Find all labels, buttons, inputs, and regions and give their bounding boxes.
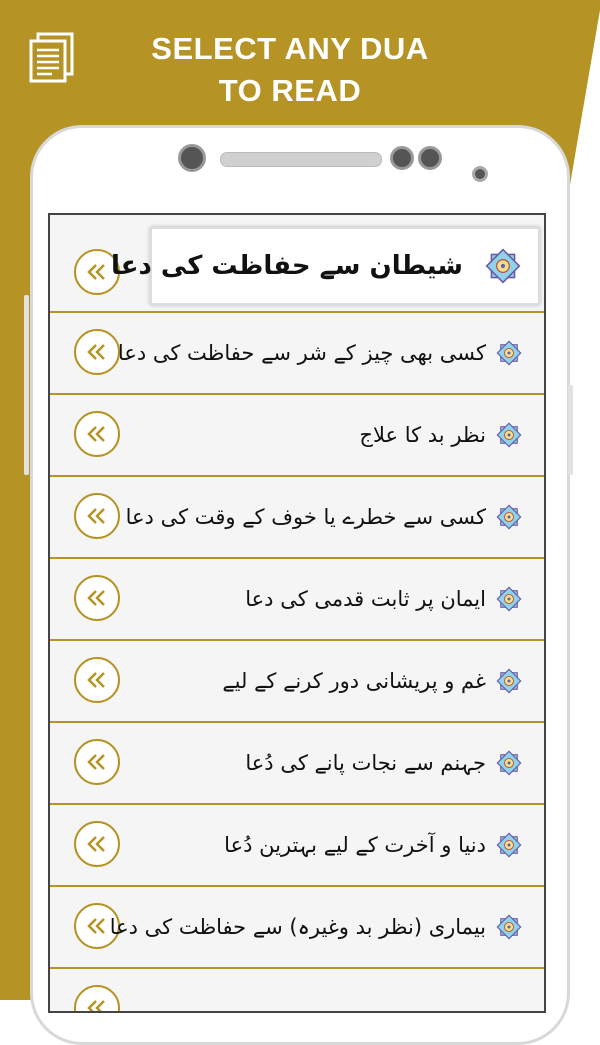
dua-list-screen[interactable] xyxy=(48,213,546,1013)
list-item[interactable] xyxy=(50,215,544,313)
headline-line1: SELECT ANY DUA xyxy=(151,31,429,66)
sensor-3 xyxy=(472,166,488,182)
list-item[interactable] xyxy=(50,559,544,641)
open-dua-button[interactable] xyxy=(74,575,120,621)
double-chevron-left-icon xyxy=(85,916,109,936)
open-dua-button[interactable] xyxy=(74,657,120,703)
islamic-star-ornament-icon xyxy=(494,502,524,532)
front-camera xyxy=(178,144,206,172)
headline xyxy=(130,28,450,112)
dua-label: بیماری (نظر بد وغیرہ) سے حفاظت کی دعا xyxy=(109,915,486,939)
open-dua-button[interactable] xyxy=(74,821,120,867)
dua-label: کسی بھی چیز کے شر سے حفاظت کی دعا xyxy=(117,341,486,365)
double-chevron-left-icon xyxy=(85,588,109,608)
open-dua-button[interactable] xyxy=(74,739,120,785)
sensor-1 xyxy=(390,146,414,170)
list-item[interactable] xyxy=(50,723,544,805)
dua-label: ایمان پر ثابت قدمی کی دعا xyxy=(245,587,486,611)
list-item[interactable] xyxy=(50,641,544,723)
open-dua-button[interactable] xyxy=(74,411,120,457)
dua-label: کسی سے خطرے یا خوف کے وقت کی دعا xyxy=(125,505,486,529)
dua-label: دنیا و آخرت کے لیے بہترین دُعا xyxy=(224,833,486,857)
headline-line2: TO READ xyxy=(218,73,362,108)
islamic-star-ornament-icon xyxy=(494,830,524,860)
speaker-grille xyxy=(220,152,382,167)
double-chevron-left-icon xyxy=(85,262,109,282)
islamic-star-ornament-icon xyxy=(494,338,524,368)
double-chevron-left-icon xyxy=(85,752,109,772)
list-item[interactable] xyxy=(50,805,544,887)
open-dua-button[interactable] xyxy=(74,985,120,1013)
double-chevron-left-icon xyxy=(85,424,109,444)
sensor-2 xyxy=(418,146,442,170)
islamic-star-ornament-icon xyxy=(494,912,524,942)
list-item[interactable] xyxy=(50,887,544,969)
double-chevron-left-icon xyxy=(85,670,109,690)
islamic-star-ornament-icon xyxy=(494,420,524,450)
list-item[interactable] xyxy=(50,395,544,477)
document-list-icon xyxy=(28,32,76,84)
selected-title-box xyxy=(111,227,540,305)
phone-side-button-left xyxy=(24,295,29,475)
double-chevron-left-icon xyxy=(85,998,109,1013)
islamic-star-ornament-icon xyxy=(494,666,524,696)
open-dua-button[interactable] xyxy=(74,329,120,375)
islamic-star-ornament-icon xyxy=(494,584,524,614)
list-item[interactable] xyxy=(50,313,544,395)
phone-side-button-right xyxy=(568,385,573,475)
double-chevron-left-icon xyxy=(85,342,109,362)
islamic-star-ornament-icon xyxy=(482,245,524,287)
double-chevron-left-icon xyxy=(85,506,109,526)
double-chevron-left-icon xyxy=(85,834,109,854)
dua-label: جہنم سے نجات پانے کی دُعا xyxy=(245,751,486,775)
dua-label: غم و پریشانی دور کرنے کے لیے xyxy=(222,669,486,693)
list-item-partial[interactable] xyxy=(50,969,544,1013)
dua-label: نظر بد کا علاج xyxy=(359,423,486,447)
islamic-star-ornament-icon xyxy=(494,748,524,778)
list-item[interactable] xyxy=(50,477,544,559)
open-dua-button[interactable] xyxy=(74,493,120,539)
dua-title: شیطان سے حفاظت کی دعا xyxy=(111,251,463,281)
